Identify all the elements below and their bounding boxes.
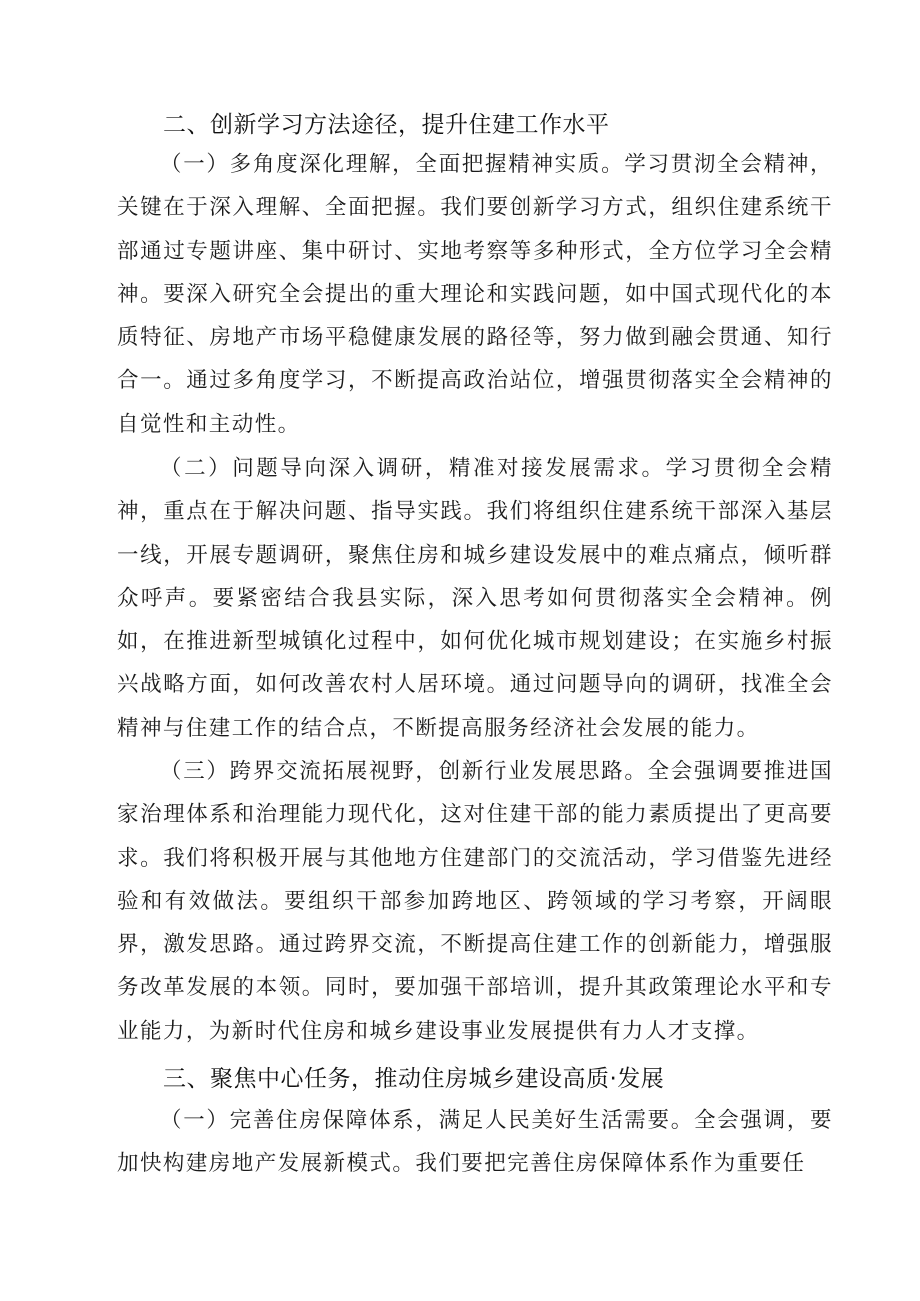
- section-heading: 二、创新学习方法途径，提升住建工作水平: [163, 112, 610, 138]
- paragraph: （二）问题导向深入调研，精准对接发展需求。学习贯彻全会精神，重点在于解决问题、指导实践。我们将组织住建系统干部深入基层一线，开展专题调研，聚焦住房和城乡建设发展中的难点痛点，倾听群众呼声。要紧密结合我县实际，深入思考如何贯彻落实全会精神。例如，在推进新型城镇化过程中，如何优化城市规划建设；在实施乡村振兴战略方面，如何改善农村人居环境。通过问题导向的调研，找准全会精神与住建工作的结合点，不断提高服务经济社会发展的能力。: [117, 456, 833, 741]
- paragraph: （一）多角度深化理解，全面把握精神实质。学习贯沏全会精神，关键在于深入理解、全面把握。我们要创新学习方式，组织住建系统干部通过专题讲座、集中研讨、实地考察等多种形式，全方位学习全会精神。要深入研究全会提出的重大理论和实践问题，如中国式现代化的本质特征、房地产市场平稳健康发展的路径等，努力做到融会贯通、知行合一。通过多角度学习，不断提高政治站位，增强贯彻落实全会精神的自觉性和主动性。: [117, 152, 833, 437]
- paragraph: （一）完善住房保障体系，满足人民美好生活需要。全会强调，要加快构建房地产发展新模式。我们要把完善住房保障体系作为重要任: [117, 1108, 833, 1177]
- section-heading: 三、聚焦中心任务，推动住房城乡建设高质·发展: [163, 1066, 665, 1092]
- paragraph: （三）跨界交流拓展视野，创新行业发展思路。全会强调要推进国家治理体系和治理能力现代化，这对住建干部的能力素质提出了更高要求。我们将积极开展与其他地方住建部门的交流活动，学习借鉴先进经验和有效做法。要组织干部参加跨地区、跨领域的学习考察，开阔眼界，激发思路。通过跨界交流，不断提高住建工作的创新能力，增强服务改革发展的本领。同时，要加强干部培训，提升其政策理论水平和专业能力，为新时代住房和城乡建设事业发展提供有力人才支撑。: [117, 759, 833, 1044]
